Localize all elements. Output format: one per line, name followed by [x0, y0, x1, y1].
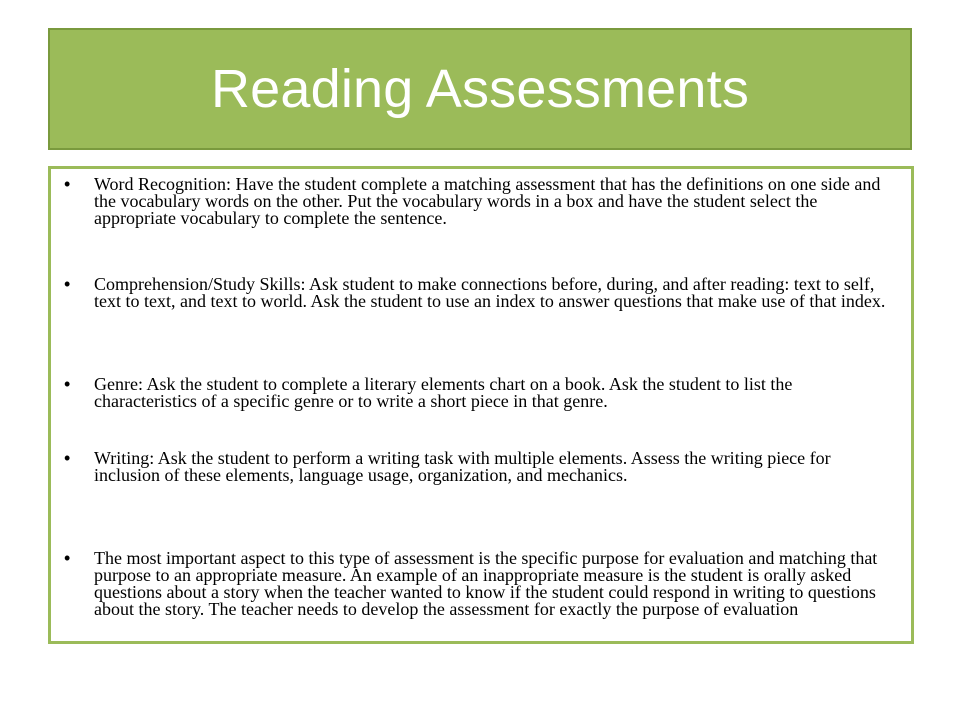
- bullet-item-writing: [65, 450, 895, 484]
- bullet-item-word-recognition: [65, 176, 895, 227]
- bullet-text: Writing: Ask the student to perform a writing task with multiple elements. Assess the writing piece for inclusion of these elements, language usage, organization, and mechanics.: [94, 448, 831, 485]
- bullet-item-genre: [65, 376, 895, 410]
- bullet-marker: •: [64, 548, 71, 568]
- bullet-item-purpose: [65, 550, 895, 618]
- title-banner: [48, 28, 912, 150]
- bullet-marker: •: [64, 274, 71, 294]
- bullet-marker: •: [64, 374, 71, 394]
- bullet-text: Word Recognition: Have the student complete a matching assessment that has the definitions on one side and the vocabulary words on the other. Put the vocabulary words in a box and have the student select the appropriate vocabulary to complete the sentence.: [94, 174, 881, 228]
- bullet-marker: •: [64, 174, 71, 194]
- content-panel: [48, 166, 914, 644]
- bullet-text: Comprehension/Study Skills: Ask student to make connections before, during, and after reading: text to self, text to text, and text to world. Ask the student to use an index to answer questions that make use of that index.: [94, 274, 886, 311]
- bullet-text: Genre: Ask the student to complete a literary elements chart on a book. Ask the student to list the characteristics of a specific genre or to write a short piece in that genre.: [94, 374, 793, 411]
- bullet-text: The most important aspect to this type of assessment is the specific purpose for evaluation and matching that purpose to an appropriate measure. An example of an inappropriate measure is the student is orally asked questions about a story when the teacher wanted to know if the student could respond in writing to questions about the story. The teacher needs to develop the assessment for exactly the purpose of evaluation: [94, 548, 878, 619]
- bullet-marker: •: [64, 448, 71, 468]
- slide-title: Reading Assessments: [210, 59, 750, 119]
- bullet-item-comprehension: [65, 276, 895, 310]
